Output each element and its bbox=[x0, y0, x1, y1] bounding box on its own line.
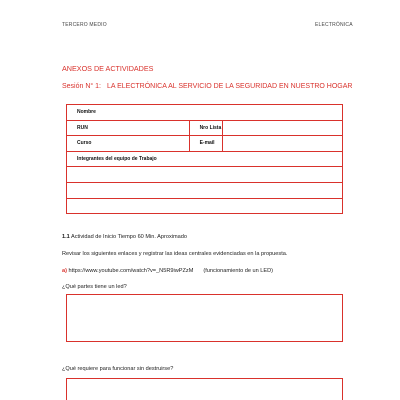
session-name: LA ELECTRÓNICA AL SERVICIO DE LA SEGURIDAD EN NUESTRO HOGAR bbox=[107, 83, 353, 90]
header-course: TERCERO MEDIO bbox=[62, 22, 107, 28]
resource-link-line bbox=[62, 268, 273, 274]
team-member-row[interactable] bbox=[67, 182, 343, 198]
question-2: ¿Qué requiere para funcionar sin destruirse? bbox=[62, 366, 174, 372]
annex-title: ANEXOS DE ACTIVIDADES bbox=[62, 64, 154, 73]
list-number-field[interactable] bbox=[222, 120, 342, 136]
link-description: (funcionamiento de un LED) bbox=[203, 268, 274, 274]
link-marker: a) bbox=[62, 268, 67, 274]
student-info-table bbox=[66, 104, 343, 214]
list-number-label: Nro Lista bbox=[189, 120, 222, 136]
team-members-label: Integrantes del equipo de Trabajo bbox=[67, 151, 343, 167]
question-1: ¿Qué partes tiene un led? bbox=[62, 284, 127, 290]
header-subject: ELECTRÓNICA bbox=[315, 22, 353, 28]
session-title bbox=[62, 83, 352, 90]
run-field[interactable]: RUN bbox=[67, 120, 190, 136]
course-field[interactable]: Curso bbox=[67, 136, 190, 152]
answer-box-1[interactable] bbox=[66, 294, 343, 342]
video-link[interactable]: https://www.youtube.com/watch?v=_N5R9iwPZzM bbox=[68, 268, 194, 274]
name-field[interactable]: Nombre bbox=[67, 105, 343, 121]
team-member-row[interactable] bbox=[67, 198, 343, 214]
email-field[interactable] bbox=[222, 136, 342, 152]
answer-box-2[interactable] bbox=[66, 378, 343, 400]
activity-heading bbox=[62, 234, 187, 240]
activity-instruction: Revisar los siguientes enlaces y registrar las ideas centrales evidenciadas en la propuesta. bbox=[62, 251, 288, 257]
activity-title: Actividad de Inicio Tiempo 60 Min. Aproximado bbox=[71, 234, 188, 240]
email-label: E-mail bbox=[189, 136, 222, 152]
activity-number: 1.1 bbox=[62, 234, 70, 240]
session-label: Sesión N° 1: bbox=[62, 83, 101, 90]
team-member-row[interactable] bbox=[67, 167, 343, 183]
